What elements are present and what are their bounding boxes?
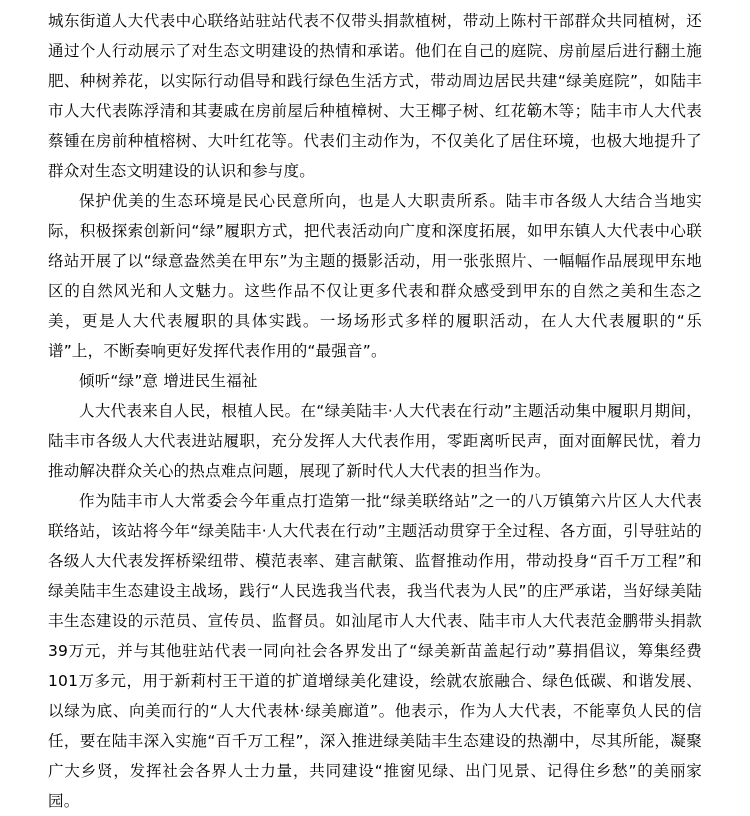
paragraph-protect-ecology: 保护优美的生态环境是民心民意所向，也是人大职责所系。陆丰市各级人大结合当地实际，积极探索创新问“绿”履职方式，把代表活动向广度和深度拓展，如甲东镇人大代表中心联络站开展了以“绿意盎然美在甲东”为主题的摄影活动，用一张张照片、一幅幅作品展现甲东地区的自然风光和人文魅力。这些作品不仅让更多代表和群众感受到甲东的自然之美和生态之美，更是人大代表履职的具体实践。一场场形式多样的履职活动，在人大代表履职的“乐谱”上，不断奏响更好发挥代表作用的“最强音”。 [48, 192, 702, 360]
document-body [48, 0, 702, 816]
subheading-green-wellbeing: 倾听“绿”意 增进民生福祉 [79, 372, 258, 390]
paragraph-continued-intro: 城东街道人大代表中心联络站驻站代表不仅带头捐款植树，带动上陈村干部群众共同植树，还通过个人行动展示了对生态文明建设的热情和承诺。他们在自己的庭院、房前屋后进行翻土施肥、种树养花，以实际行动倡导和践行绿色生活方式，带动周边居民共建“绿美庭院”，如陆丰市人大代表陈浮清和其妻戚在房前屋后种植樟树、大王椰子树、红花簕木等；陆丰市人大代表蔡锺在房前种植榕树、大叶红花等。代表们主动作为，不仅美化了居住环境，也极大地提升了群众对生态文明建设的认识和参与度。 [48, 12, 702, 180]
paragraph-bawan-station: 作为陆丰市人大常委会今年重点打造第一批“绿美联络站”之一的八万镇第六片区人大代表联络站，该站将今年“绿美陆丰·人大代表在行动”主题活动贯穿于全过程、各方面，引导驻站的各级人大代表发挥桥梁纽带、模范表率、建言献策、监督推动作用，带动投身“百千万工程”和绿美陆丰生态建设主战场，践行“人民选我当代表，我当代表为人民”的庄严承诺，当好绿美陆丰生态建设的示范员、宣传员、监督员。如汕尾市人大代表、陆丰市人大代表范金鹏带头捐款39万元，并与其他驻站代表一同向社会各界发出了“绿美新苗盖起行动”募捐倡议，筹集经费101万多元，用于新莉村王干道的扩道增绿美化建设，绘就农旅融合、绿色低碳、和谐发展、以绿为底、向美而行的“人大代表林·绿美廊道”。他表示，作为人大代表，不能辜负人民的信任，要在陆丰深入实施“百千万工程”，深入推进绿美陆丰生态建设的热潮中，尽其所能，凝聚广大乡贤，发挥社会各界人士力量，共同建设“推窗见绿、出门见景、记得住乡愁”的美丽家园。 [48, 492, 702, 810]
paragraph-people-origin: 人大代表来自人民，根植人民。在“绿美陆丰·人大代表在行动”主题活动集中履职月期间，陆丰市各级人大代表进站履职，充分发挥人大代表作用，零距离听民声，面对面解民忧，着力推动解决群众关心的热点难点问题，展现了新时代人大代表的担当作为。 [48, 402, 702, 480]
